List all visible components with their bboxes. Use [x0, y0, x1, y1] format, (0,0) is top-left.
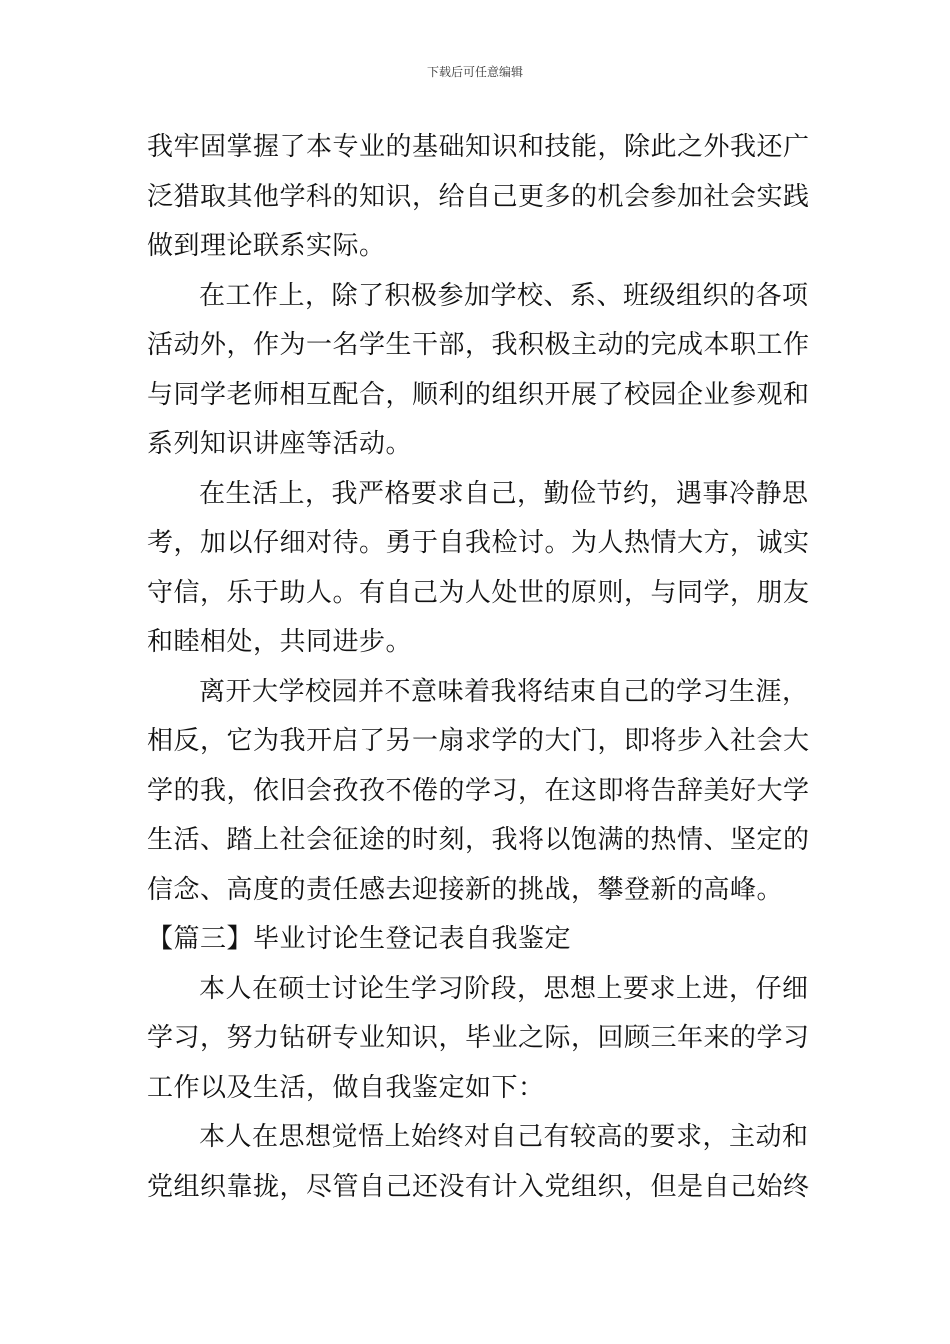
paragraph-first-line: 离开大学校园并不意味着我将结束自己的学习生涯，	[199, 676, 809, 707]
text-line: 学的我，依旧会孜孜不倦的学习，在这即将告辞美好大学	[147, 775, 810, 806]
paragraph-first-line: 本人在思想觉悟上始终对自己有较高的要求，主动和	[199, 1122, 809, 1152]
text-line: 守信，乐于助人。有自己为人处世的原则，与同学，朋友	[147, 577, 810, 608]
text-line: 考，加以仔细对待。勇于自我检讨。为人热情大方，诚实	[147, 528, 810, 558]
text-line: 相反，它为我开启了另一扇求学的大门，即将步入社会大	[147, 726, 810, 756]
text-line: 泛猎取其他学科的知识，给自己更多的机会参加社会实践	[147, 181, 810, 212]
paragraph-first-line: 本人在硕士讨论生学习阶段，思想上要求上进，仔细	[199, 973, 809, 1004]
page-header: 下载后可任意编辑	[426, 65, 523, 79]
paragraph-first-line: 在工作上，除了积极参加学校、系、班级组织的各项	[199, 280, 809, 311]
text-line: 与同学老师相互配合，顺利的组织开展了校园企业参观和	[147, 379, 810, 410]
section-heading: 【篇三】毕业讨论生登记表自我鉴定	[147, 924, 572, 954]
text-line: 做到理论联系实际。	[147, 231, 386, 261]
text-line: 信念、高度的责任感去迎接新的挑战，攀登新的高峰。	[147, 874, 784, 905]
paragraph-first-line: 在生活上，我严格要求自己，勤俭节约，遇事冷静思	[199, 478, 809, 509]
document-body	[147, 127, 812, 1216]
text-line: 党组织靠拢，尽管自己还没有计入党组织，但是自己始终	[147, 1171, 810, 1202]
text-line: 生活、踏上社会征途的时刻，我将以饱满的热情、坚定的	[147, 825, 810, 855]
text-line: 系列知识讲座等活动。	[147, 429, 413, 459]
text-line: 活动外，作为一名学生干部，我积极主动的完成本职工作	[147, 330, 810, 360]
text-line: 工作以及生活，做自我鉴定如下：	[147, 1072, 545, 1103]
text-line: 和睦相处，共同进步。	[147, 627, 413, 657]
text-line: 学习，努力钻研专业知识，毕业之际，回顾三年来的学习	[147, 1023, 810, 1053]
text-line: 我牢固掌握了本专业的基础知识和技能，除此之外我还广	[147, 132, 810, 162]
